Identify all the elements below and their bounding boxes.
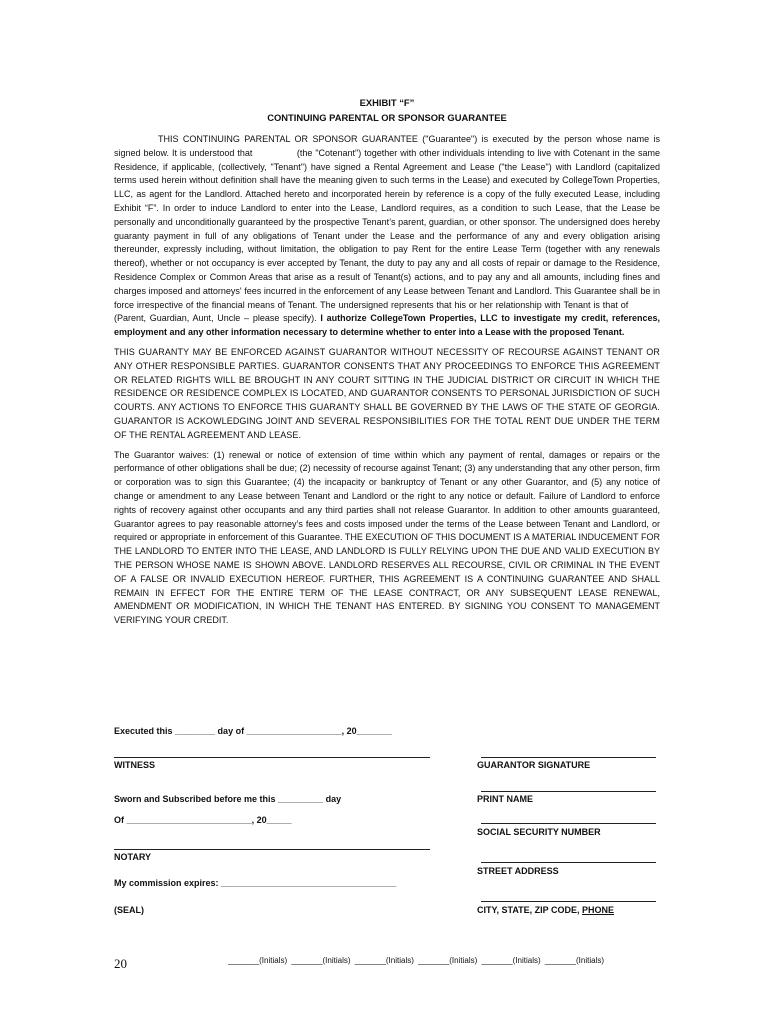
city-state-zip-line[interactable]: [481, 901, 656, 902]
of-date-line[interactable]: Of _________________________, 20_____: [114, 815, 292, 825]
witness-signature-line[interactable]: [114, 757, 430, 758]
waiver-paragraph: The Guarantor waives: (1) renewal or notice of extension of time within which any payment of rental, damages or repairs or the performance of other obligations shall be due; (2) necessity of recourse against Tenant; (3) any understanding that any other person, firm or corporation was to sign this Guarantee; (4) the incapacity or bankruptcy of Tenant or any other Guarantor, and (5) any notice of change or amendment to any Lease between Tenant and Landlord or the right to any notice or default. Failure of Landlord to enforce rights of recovery against other occupants and any third parties shall not release Guarantor. In addition to other amounts guaranteed, Guarantor agrees to pay reasonable attorney’s fees and costs imposed under the terms of the Lease between Tenant and Landlord, or required or appropriate in enforcement of this Guarantee. THE EXECUTION OF THIS DOCUMENT IS A MATERIAL INDUCEMENT FOR THE LANDLORD TO ENTER INTO THE LEASE, AND LANDLORD IS FULLY RELYING UPON THE DUE AND VALID EXECUTION BY THE PERSON WHOSE NAME IS SHOWN ABOVE. LANDLORD RESERVES ALL RECOURSE, CIVIL OR CRIMINAL IN THE EVENT OF A FALSE OR INVALID EXECUTION HEREOF. FURTHER, THIS AGREEMENT IS A CONTINUING GUARANTEE AND SHALL REMAIN IN EFFECT FOR THE ENTIRE TERM OF THE LEASE CONTRACT, OR ANY SUBSEQUENT LEASE RENEWAL, AMENDMENT OR MODIFICATION, IN WHICH THE TENANT HAS ENTERED. BY SIGNING YOU CONSENT TO MANAGEMENT VERIFYING YOUR CREDIT.: [114, 449, 660, 626]
exhibit-heading: EXHIBIT “F”: [359, 97, 415, 108]
city-state-zip-text: CITY, STATE, ZIP CODE,: [477, 905, 583, 915]
guarantor-signature-line[interactable]: [481, 757, 656, 758]
executed-date-line[interactable]: Executed this ________ day of ___________________, 20_______: [114, 726, 392, 736]
document-title: CONTINUING PARENTAL OR SPONSOR GUARANTEE: [267, 112, 507, 123]
commission-expires-line[interactable]: My commission expires: ___________________________________: [114, 878, 397, 888]
street-address-label: STREET ADDRESS: [477, 866, 559, 876]
guarantee-paragraph-1: [114, 133, 660, 340]
notary-label: NOTARY: [114, 852, 151, 862]
city-state-zip-label: [477, 905, 614, 915]
ssn-line[interactable]: [481, 823, 656, 824]
phone-label: PHONE: [582, 905, 615, 915]
page-number: 20: [114, 956, 127, 971]
seal-label: (SEAL): [114, 905, 144, 915]
print-name-label: PRINT NAME: [477, 794, 533, 804]
guarantee-paragraph-1-text: THIS CONTINUING PARENTAL OR SPONSOR GUARANTEE ("Guarantee") is executed by the person whose name is signed below. It is understood that (the "Cotenant") together with other individuals intending to live with Cotenant in the same Residence, if applicable, (collectively, "Tenant") have signed a Rental Agreement and Lease ("the Lease") with Landlord (capitalized terms used herein without definition shall have the meaning given to such terms in the Lease) and executed by CollegeTown Properties, LLC, as agent for the Landlord. Attached hereto and incorporated herein by reference is a copy of the fully executed Lease, including Exhibit “F”. In order to induce Landlord to enter into the Lease, Landlord requires, as a condition to such Lease, that the Lease be personally and unconditionally guaranteed by the prospective Tenant’s parent, guardian, or other sponsor. The undersigned does hereby guaranty payment in full of any obligations of Tenant under the Lease and the performance of any and every obligation arising thereunder, expressly including, without limitation, the obligation to pay Rent for the entire Lease Term (together with any renewals thereof), whether or not occupancy is ever accepted by Tenant, the duty to pay any and all costs of repair or damage to the Residence, Residence Complex or Common Areas that arise as a result of Tenant(s) actions, and to pay any and all amounts, including fines and charges imposed and attorneys' fees incurred in the enforcement of any Lease between Tenant and Landlord. This Guarantee shall be in force irrespective of the financial means of Tenant. The undersigned represents that his or her relationship with Tenant is that of (Parent, Guardian, Aunt, Uncle – please specify).: [114, 134, 660, 324]
print-name-line[interactable]: [481, 791, 656, 792]
sworn-subscribed-line[interactable]: Sworn and Subscribed before me this _________ day: [114, 794, 342, 804]
witness-label: WITNESS: [114, 760, 156, 770]
initials-line[interactable]: _______(Initials) _______(Initials) _______(Initials) _______(Initials) _______(Initials) _______(Initials): [228, 956, 605, 965]
street-address-line[interactable]: [481, 862, 656, 863]
notary-signature-line[interactable]: [114, 849, 430, 850]
ssn-label: SOCIAL SECURITY NUMBER: [477, 827, 601, 837]
enforcement-paragraph: THIS GUARANTY MAY BE ENFORCED AGAINST GUARANTOR WITHOUT NECESSITY OF RECOURSE AGAINST TENANT OR ANY OTHER RESPONSIBLE PARTIES. GUARANTOR CONSENTS THAT ANY PROCEEDINGS TO ENFORCE THIS AGREEMENT OR RELATED RIGHTS WILL BE BROUGHT IN ANY COURT SITTING IN THE JUDICIAL DISTRICT OR CIRCUIT IN WHICH THE RESIDENCE OR RESIDENCE COMPLEX IS LOCATED, AND GUARANTOR CONSENTS TO PERSONAL JURISDICTION OF SUCH COURTS. ANY ACTIONS TO ENFORCE THIS GUARANTY SHALL BE GOVERNED BY THE LAWS OF THE STATE OF GEORGIA. GUARANTOR IS ACKOWLEDGING JOINT AND SEVERAL RESPONSIBILITIES FOR THE TOTAL RENT DUE UNDER THE TERM OF THE RENTAL AGREEMENT AND LEASE.: [114, 346, 660, 440]
guarantor-signature-label: GUARANTOR SIGNATURE: [477, 760, 591, 770]
document-body: [114, 95, 660, 634]
credit-authorization-text: I authorize CollegeTown Properties, LLC to investigate my credit, references, employment and any other information necessary to determine whether to enter into a Lease with the proposed Tenant.: [114, 313, 660, 338]
